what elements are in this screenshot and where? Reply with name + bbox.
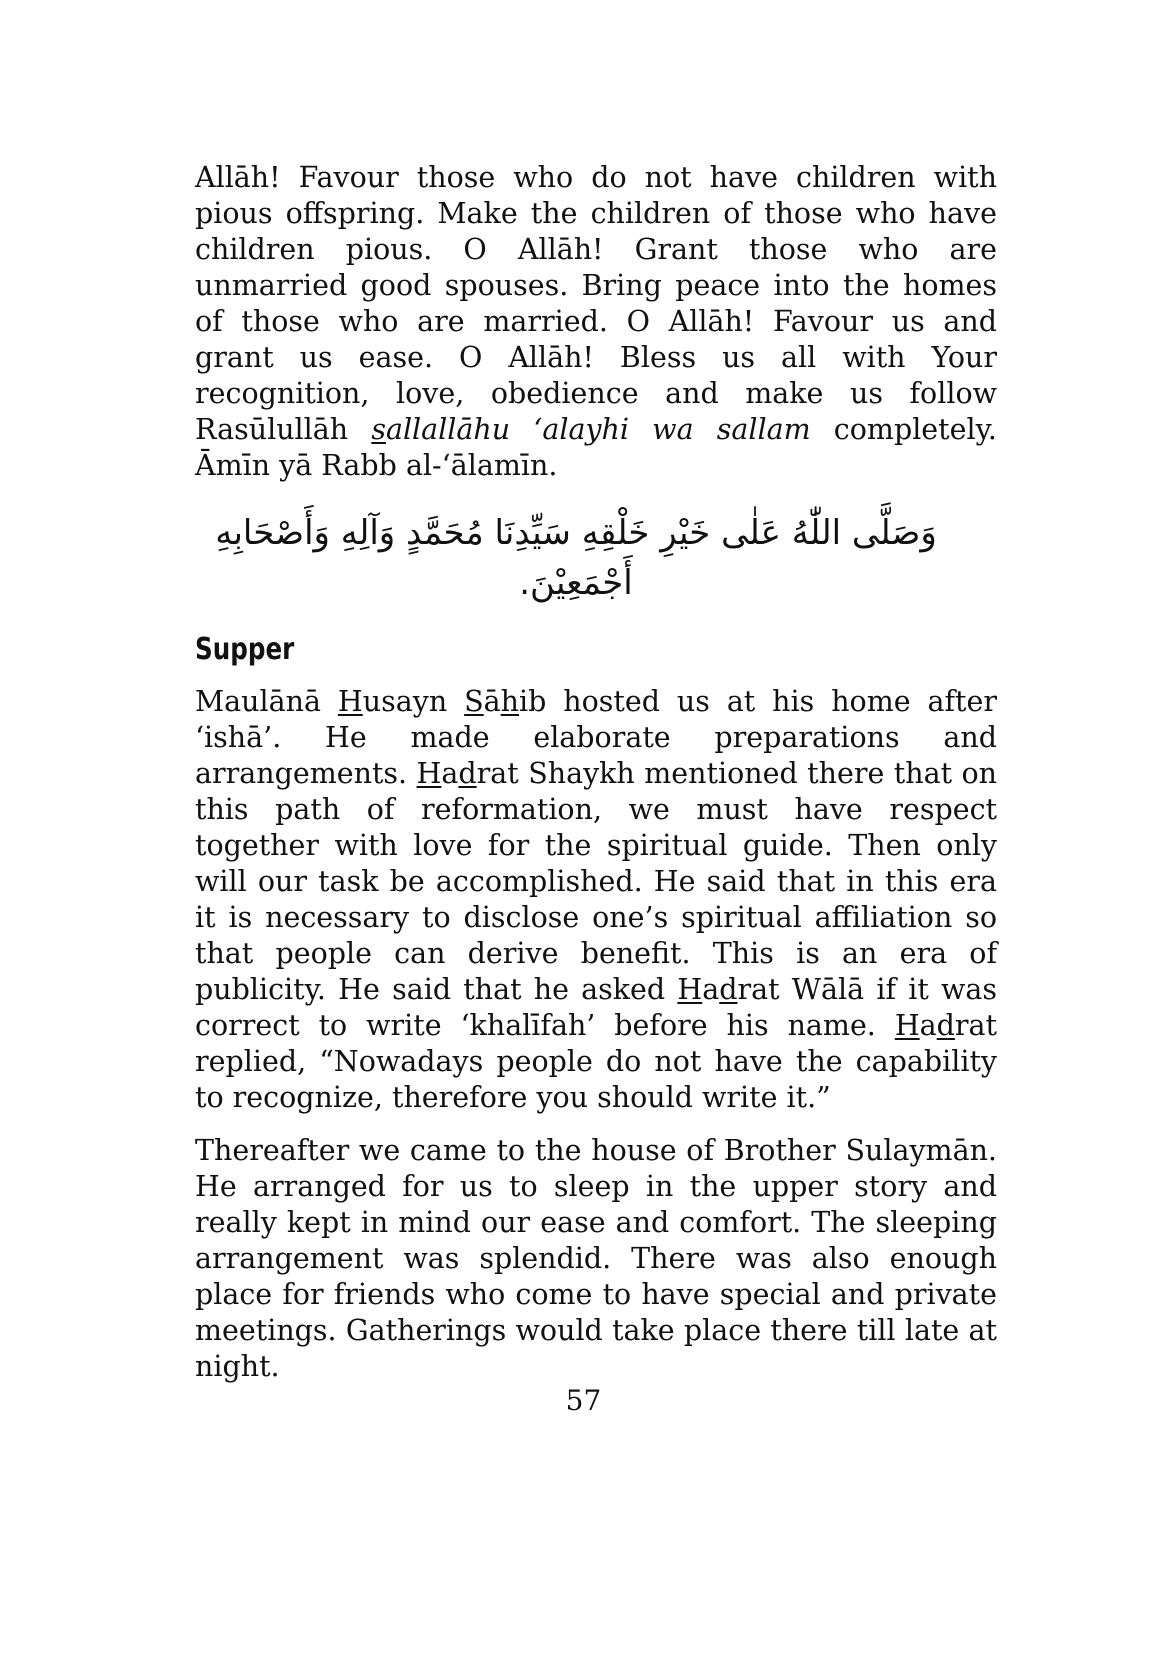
underlined-letter: H <box>337 685 363 718</box>
arabic-salutation: وَصَلَّى اللّٰهُ عَلٰى خَيْرِ خَلْقِهِ سَيِّدِنَا مُحَمَّدٍ وَآلِهِ وَأَصْحَابِهِ أَجْمَعِيْنَ. <box>215 513 937 603</box>
text-segment: a <box>919 1009 937 1042</box>
text-segment: Wālā if it was correct to write ‘khalīfah’ before his name. <box>195 973 997 1042</box>
underlined-letter: d <box>458 757 477 790</box>
paragraph-thereafter: Thereafter we came to the house of Brother Sulaymān. He arranged for us to sleep in the upper story and really kept in mind our ease and comfort. The sleeping arrangement was splendid. There was also enough place for friends who come to have special and private meetings. Gatherings would take place there till late at night. <box>195 1134 997 1383</box>
text-segment: a <box>441 757 459 790</box>
underlined-letter: S <box>464 685 484 718</box>
supplication-text: Allāh! Favour those who do not have children with pious offspring. Make the children of those who have children pious. O Allāh! Grant those who are unmarried good spouses. Bring peace into the homes of those who are married. O Allāh! Favour us and grant us ease. O Allāh! Bless us all with Your recognition, love, obedience and make us follow Rasūlullāh <box>195 161 997 446</box>
underlined-letter: d <box>719 973 738 1006</box>
text-segment: hosted us at his home after ‘ishā’. He made elaborate preparations and arrangements. <box>195 685 997 790</box>
text-segment: Maulānā <box>195 685 338 718</box>
salutation-underlined-letter: s <box>371 413 386 446</box>
underlined-letter: H <box>894 1009 920 1042</box>
text-segment: Shaykh mentioned there that on this path of reformation, we must have respect together with love for the spiritual guide. Then only will our task be accomplished. He said that in this era it is necessary to disclose one’s spiritual affiliation so that people can derive benefit. This is an era of publicity. He said that he asked <box>195 757 998 1006</box>
text-segment: ā <box>483 685 501 718</box>
text-segment: ib <box>519 685 547 718</box>
underlined-letter: d <box>936 1009 955 1042</box>
section-heading: Supper <box>195 632 295 667</box>
text-segment: usayn <box>362 685 465 718</box>
supplication-closing: completely. Āmīn yā Rabb al-‘ālamīn. <box>195 413 997 482</box>
text-segment: rat <box>954 1009 997 1042</box>
salutation-italic <box>371 413 810 446</box>
text-segment: rat <box>737 973 780 1006</box>
salutation-rest: allallāhu ‘alayhi wa sallam <box>385 413 811 446</box>
underlined-letter: h <box>500 685 520 718</box>
text-segment: rat <box>476 757 519 790</box>
text-segment: replied, “Nowadays people do not have the capability to recognize, therefore you should write it.” <box>195 1045 997 1114</box>
page-content <box>195 160 997 1385</box>
paragraph-supplication <box>195 160 997 484</box>
paragraph-supper <box>195 684 997 1116</box>
page-number: 57 <box>565 1384 602 1417</box>
text-segment: a <box>702 973 720 1006</box>
underlined-letter: H <box>677 973 703 1006</box>
underlined-letter: H <box>416 757 442 790</box>
